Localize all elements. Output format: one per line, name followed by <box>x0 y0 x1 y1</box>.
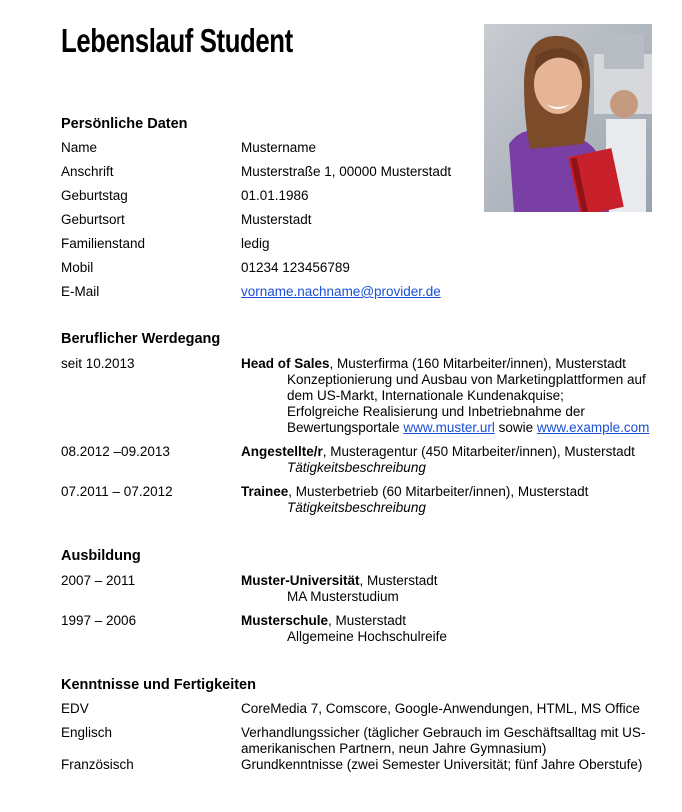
muster-url-link[interactable]: www.muster.url <box>403 420 495 435</box>
career-entry-1 <box>241 356 649 436</box>
career-desc-line-1: Konzeptionierung und Ausbau von Marketingplattformen auf <box>287 372 646 387</box>
career-entry-2 <box>241 444 635 476</box>
personal-label-name: Name <box>61 140 98 155</box>
education-date-2: 1997 – 2006 <box>61 613 137 628</box>
education-entry-1 <box>241 573 438 605</box>
career-role-3: Trainee <box>241 484 289 499</box>
career-desc-3: Tätigkeitsbeschreibung <box>287 500 426 515</box>
personal-value-birthplace: Musterstadt <box>241 212 312 227</box>
personal-value-birthday: 01.01.1986 <box>241 188 309 203</box>
example-com-link[interactable]: www.example.com <box>536 420 650 435</box>
education-date-1: 2007 – 2011 <box>61 573 136 588</box>
skill-value-english-line-2: amerikanischen Partnern, neun Jahre Gymnasium) <box>241 741 547 756</box>
career-detail-2: , Musteragentur (450 Mitarbeiter/innen), Musterstadt <box>322 444 635 459</box>
personal-label-address: Anschrift <box>61 164 114 179</box>
career-detail-1: , Musterfirma (160 Mitarbeiter/innen), Musterstadt <box>329 356 626 371</box>
career-entry-3 <box>241 484 588 516</box>
link-separator: sowie <box>494 420 537 435</box>
skill-value-french: Grundkenntnisse (zwei Semester Universität; fünf Jahre Oberstufe) <box>241 757 643 772</box>
education-entry-2 <box>241 613 447 645</box>
career-role-1: Head of Sales <box>241 356 330 371</box>
personal-label-email: E-Mail <box>61 284 100 299</box>
section-heading-personal: Persönliche Daten <box>61 116 188 132</box>
education-detail-2: , Musterstadt <box>328 613 407 628</box>
career-desc-2: Tätigkeitsbeschreibung <box>287 460 426 475</box>
skill-label-english: Englisch <box>61 725 113 740</box>
personal-value-address: Musterstraße 1, 00000 Musterstadt <box>241 164 452 179</box>
section-heading-career: Beruflicher Werdegang <box>61 331 221 347</box>
personal-label-mobile: Mobil <box>61 260 94 275</box>
career-desc-line-2: dem US-Markt, Internationale Kundenakquise; <box>287 388 564 403</box>
personal-value-name: Mustername <box>241 140 317 155</box>
education-school-1: Muster-Universität <box>241 573 360 588</box>
personal-value-mobile: 01234 123456789 <box>241 260 350 275</box>
education-school-2: Musterschule <box>241 613 329 628</box>
career-desc-line-4: Bewertungsportale <box>287 420 404 435</box>
skill-label-edv: EDV <box>61 701 89 716</box>
career-role-2: Angestellte/r <box>241 444 323 459</box>
skill-value-english-line-1: Verhandlungssicher (täglicher Gebrauch im Geschäftsalltag mit US- <box>241 725 646 740</box>
skill-label-french: Französisch <box>61 757 134 772</box>
personal-value-marital: ledig <box>241 236 270 251</box>
education-desc-1: MA Musterstudium <box>287 589 399 604</box>
career-date-2: 08.2012 –09.2013 <box>61 444 170 459</box>
education-detail-1: , Musterstadt <box>359 573 438 588</box>
student-portrait-photo <box>484 24 652 212</box>
personal-label-marital: Familienstand <box>61 236 146 251</box>
skill-value-english <box>241 725 645 757</box>
section-heading-skills: Kenntnisse und Fertigkeiten <box>61 677 256 693</box>
career-desc-line-3: Erfolgreiche Realisierung und Inbetriebnahme der <box>287 404 585 419</box>
personal-label-birthplace: Geburtsort <box>61 212 125 227</box>
career-detail-3: , Musterbetrieb (60 Mitarbeiter/innen), Musterstadt <box>288 484 589 499</box>
career-date-3: 07.2011 – 07.2012 <box>61 484 173 499</box>
document-title: Lebenslauf Student <box>61 22 293 59</box>
section-heading-education: Ausbildung <box>61 548 141 564</box>
education-desc-2: Allgemeine Hochschulreife <box>287 629 447 644</box>
email-link[interactable]: vorname.nachname@provider.de <box>241 284 441 299</box>
personal-label-birthday: Geburtstag <box>61 188 128 203</box>
skill-value-edv: CoreMedia 7, Comscore, Google-Anwendungen, HTML, MS Office <box>241 701 640 716</box>
career-date-1: seit 10.2013 <box>61 356 135 371</box>
